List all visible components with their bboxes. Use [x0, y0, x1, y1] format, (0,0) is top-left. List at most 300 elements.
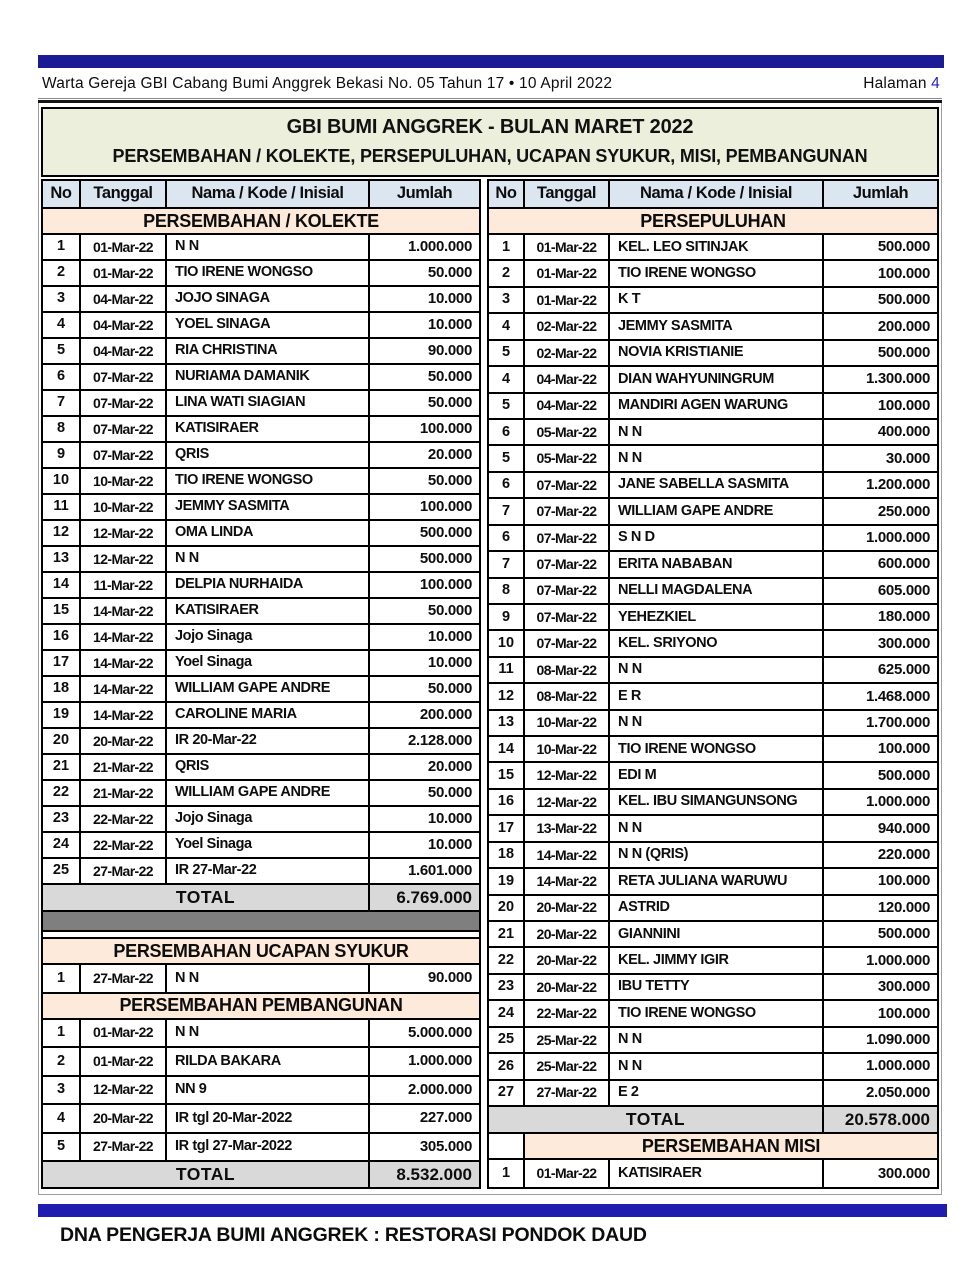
cell-tanggal: 07-Mar-22: [524, 551, 609, 577]
cell-tanggal: 14-Mar-22: [80, 650, 166, 676]
left-table-body: [42, 208, 480, 1188]
cell-tanggal: 20-Mar-22: [524, 947, 609, 973]
cell-jumlah: 20.000: [369, 754, 480, 780]
cell-no: 21: [42, 754, 80, 780]
cell-no: 6: [42, 364, 80, 390]
cell-no: 8: [42, 416, 80, 442]
cell-no: 16: [42, 624, 80, 650]
cell-no: 14: [42, 572, 80, 598]
bottom-blue-bar: [38, 1204, 947, 1217]
cell-no: 20: [488, 895, 524, 921]
table-row: [42, 572, 480, 598]
table-row: [488, 366, 938, 392]
cell-tanggal: 01-Mar-22: [524, 1159, 609, 1188]
cell-tanggal: 14-Mar-22: [80, 624, 166, 650]
table-row: [488, 921, 938, 947]
cell-nama: CAROLINE MARIA: [166, 702, 369, 728]
cell-jumlah: 1.300.000: [823, 366, 938, 392]
cell-nama: RILDA BAKARA: [166, 1047, 369, 1076]
table-row: [488, 868, 938, 894]
cell-jumlah: 1.200.000: [823, 472, 938, 498]
cell-tanggal: 07-Mar-22: [80, 390, 166, 416]
cell-no: 10: [42, 468, 80, 494]
cell-no: 18: [488, 842, 524, 868]
cell-nama: EDI M: [609, 762, 823, 788]
cell-jumlah: 1.090.000: [823, 1027, 938, 1053]
cell-no: 4: [42, 312, 80, 338]
cell-tanggal: 14-Mar-22: [524, 842, 609, 868]
cell-no: 15: [488, 762, 524, 788]
cell-no: 16: [488, 789, 524, 815]
column-header-jumlah: Jumlah: [823, 180, 938, 208]
cell-no: 24: [42, 832, 80, 858]
cell-jumlah: 500.000: [369, 546, 480, 572]
table-row: [488, 683, 938, 709]
cell-tanggal: 21-Mar-22: [80, 780, 166, 806]
page-header: [42, 75, 940, 93]
cell-nama: N N: [609, 419, 823, 445]
cell-no: 22: [42, 780, 80, 806]
cell-nama: TIO IRENE WONGSO: [609, 260, 823, 286]
cell-no: 3: [42, 286, 80, 312]
cell-tanggal: 22-Mar-22: [524, 1000, 609, 1026]
cell-jumlah: 1.000.000: [369, 1047, 480, 1076]
table-row: [488, 815, 938, 841]
cell-tanggal: 10-Mar-22: [80, 494, 166, 520]
cell-jumlah: 50.000: [369, 364, 480, 390]
column-header-row: [488, 180, 938, 208]
cell-no: 13: [488, 710, 524, 736]
separator-cell: [42, 911, 480, 931]
cell-nama: ASTRID: [609, 895, 823, 921]
cell-tanggal: 04-Mar-22: [80, 338, 166, 364]
cell-nama: Jojo Sinaga: [166, 806, 369, 832]
column-header-no: No: [488, 180, 524, 208]
cell-tanggal: 07-Mar-22: [524, 578, 609, 604]
cell-no: 1: [42, 234, 80, 260]
section-header-row: [42, 993, 480, 1019]
cell-tanggal: 25-Mar-22: [524, 1027, 609, 1053]
cell-no: 13: [42, 546, 80, 572]
table-row: [42, 468, 480, 494]
cell-tanggal: 05-Mar-22: [524, 419, 609, 445]
section-header-row: [42, 938, 480, 964]
column-header-nama: Nama / Kode / Inisial: [609, 180, 823, 208]
cell-jumlah: 10.000: [369, 832, 480, 858]
cell-tanggal: 07-Mar-22: [80, 442, 166, 468]
cell-no: 19: [488, 868, 524, 894]
table-row: [488, 736, 938, 762]
cell-nama: IR tgl 20-Mar-2022: [166, 1104, 369, 1133]
cell-no: 23: [488, 974, 524, 1000]
table-row: [488, 472, 938, 498]
separator-gap-row: [42, 931, 480, 938]
table-row: [42, 964, 480, 993]
table-row: [42, 858, 480, 884]
cell-no: 5: [42, 1133, 80, 1162]
cell-nama: N N: [609, 1053, 823, 1079]
cell-no: 5: [488, 393, 524, 419]
cell-no: 15: [42, 598, 80, 624]
cell-nama: RIA CHRISTINA: [166, 338, 369, 364]
cell-jumlah: 1.000.000: [823, 1053, 938, 1079]
cell-nama: LINA WATI SIAGIAN: [166, 390, 369, 416]
cell-nama: WILLIAM GAPE ANDRE: [609, 498, 823, 524]
separator-row: [42, 911, 480, 931]
cell-jumlah: 500.000: [823, 234, 938, 260]
table-row: [42, 676, 480, 702]
cell-jumlah: 250.000: [823, 498, 938, 524]
cell-tanggal: 07-Mar-22: [80, 364, 166, 390]
cell-nama: N N: [166, 234, 369, 260]
table-row: [42, 390, 480, 416]
page-number-label: Halaman: [863, 75, 927, 92]
right-table-body: [488, 208, 938, 1188]
cell-nama: ERITA NABABAN: [609, 551, 823, 577]
cell-nama: Yoel Sinaga: [166, 832, 369, 858]
offerings-table-right: [487, 179, 939, 1189]
cell-jumlah: 300.000: [823, 1159, 938, 1188]
table-row: [42, 286, 480, 312]
cell-nama: YEHEZKIEL: [609, 604, 823, 630]
cell-nama: KEL. JIMMY IGIR: [609, 947, 823, 973]
report-frame: [38, 103, 942, 1195]
cell-jumlah: 100.000: [823, 1000, 938, 1026]
offerings-table-left: [41, 179, 481, 1189]
column-header-no: No: [42, 180, 80, 208]
cell-jumlah: 1.000.000: [823, 789, 938, 815]
cell-nama: KEL. SRIYONO: [609, 630, 823, 656]
cell-no: 27: [488, 1080, 524, 1106]
table-row: [488, 313, 938, 339]
table-row: [42, 338, 480, 364]
section-header-label: PERSEMBAHAN MISI: [524, 1133, 938, 1159]
cell-no: 12: [488, 683, 524, 709]
table-row: [488, 604, 938, 630]
cell-no: 19: [42, 702, 80, 728]
section-header-row: [488, 1133, 938, 1159]
table-row: [42, 598, 480, 624]
cell-jumlah: 5.000.000: [369, 1019, 480, 1048]
cell-tanggal: 20-Mar-22: [80, 1104, 166, 1133]
cell-jumlah: 100.000: [369, 572, 480, 598]
table-row: [42, 1104, 480, 1133]
cell-tanggal: 08-Mar-22: [524, 683, 609, 709]
cell-jumlah: 120.000: [823, 895, 938, 921]
cell-nama: N N: [166, 964, 369, 993]
cell-tanggal: 07-Mar-22: [524, 604, 609, 630]
cell-tanggal: 20-Mar-22: [524, 895, 609, 921]
cell-nama: MANDIRI AGEN WARUNG: [609, 393, 823, 419]
table-row: [488, 445, 938, 471]
cell-nama: KEL. IBU SIMANGUNSONG: [609, 789, 823, 815]
table-row: [488, 762, 938, 788]
cell-tanggal: 25-Mar-22: [524, 1053, 609, 1079]
cell-nama: E R: [609, 683, 823, 709]
table-row: [42, 312, 480, 338]
cell-jumlah: 500.000: [369, 520, 480, 546]
cell-nama: QRIS: [166, 442, 369, 468]
cell-no: 2: [42, 1047, 80, 1076]
cell-nama: N N: [166, 1019, 369, 1048]
cell-tanggal: 04-Mar-22: [80, 312, 166, 338]
cell-tanggal: 10-Mar-22: [524, 736, 609, 762]
top-navy-bar: [38, 55, 944, 68]
table-row: [488, 657, 938, 683]
cell-nama: IR tgl 27-Mar-2022: [166, 1133, 369, 1162]
cell-nama: K T: [609, 287, 823, 313]
cell-jumlah: 305.000: [369, 1133, 480, 1162]
table-row: [42, 442, 480, 468]
page-number: [863, 75, 940, 93]
total-label: TOTAL: [488, 1106, 823, 1133]
cell-jumlah: 100.000: [823, 868, 938, 894]
cell-nama: Jojo Sinaga: [166, 624, 369, 650]
cell-jumlah: 50.000: [369, 390, 480, 416]
table-row: [488, 789, 938, 815]
cell-jumlah: 20.000: [369, 442, 480, 468]
cell-tanggal: 27-Mar-22: [80, 1133, 166, 1162]
table-row: [488, 842, 938, 868]
cell-jumlah: 500.000: [823, 287, 938, 313]
section-header-row: [42, 208, 480, 234]
cell-no: 22: [488, 947, 524, 973]
table-row: [488, 1027, 938, 1053]
total-value: 8.532.000: [369, 1161, 480, 1188]
table-row: [488, 1053, 938, 1079]
cell-no: 7: [488, 498, 524, 524]
cell-tanggal: 12-Mar-22: [524, 762, 609, 788]
cell-tanggal: 07-Mar-22: [524, 498, 609, 524]
table-row: [42, 1019, 480, 1048]
total-value: 20.578.000: [823, 1106, 938, 1133]
cell-tanggal: 14-Mar-22: [524, 868, 609, 894]
cell-no: 25: [42, 858, 80, 884]
separator-gap-cell: [42, 931, 480, 938]
column-header-tanggal: Tanggal: [80, 180, 166, 208]
cell-no: 5: [42, 338, 80, 364]
cell-jumlah: 500.000: [823, 340, 938, 366]
cell-no: 2: [488, 260, 524, 286]
cell-tanggal: 10-Mar-22: [80, 468, 166, 494]
cell-no: 10: [488, 630, 524, 656]
cell-nama: N N: [166, 546, 369, 572]
cell-nama: GIANNINI: [609, 921, 823, 947]
cell-nama: QRIS: [166, 754, 369, 780]
cell-tanggal: 20-Mar-22: [524, 974, 609, 1000]
table-row: [42, 806, 480, 832]
table-row: [488, 393, 938, 419]
cell-jumlah: 2.000.000: [369, 1076, 480, 1105]
table-row: [488, 1080, 938, 1106]
cell-jumlah: 30.000: [823, 445, 938, 471]
cell-jumlah: 500.000: [823, 762, 938, 788]
cell-tanggal: 02-Mar-22: [524, 340, 609, 366]
cell-nama: RETA JULIANA WARUWU: [609, 868, 823, 894]
table-row: [42, 650, 480, 676]
cell-jumlah: 100.000: [823, 736, 938, 762]
cell-tanggal: 22-Mar-22: [80, 832, 166, 858]
cell-nama: DELPIA NURHAIDA: [166, 572, 369, 598]
cell-tanggal: 12-Mar-22: [80, 546, 166, 572]
cell-nama: KATISIRAER: [166, 598, 369, 624]
section-header-row: [488, 208, 938, 234]
cell-nama: N N: [609, 1027, 823, 1053]
cell-tanggal: 14-Mar-22: [80, 598, 166, 624]
table-row: [42, 364, 480, 390]
table-row: [42, 1076, 480, 1105]
cell-nama: OMA LINDA: [166, 520, 369, 546]
header-rule-thin: [38, 98, 942, 99]
cell-jumlah: 600.000: [823, 551, 938, 577]
page-number-value: 4: [931, 75, 940, 92]
table-row: [488, 710, 938, 736]
table-row: [42, 624, 480, 650]
cell-jumlah: 1.700.000: [823, 710, 938, 736]
cell-no: 4: [488, 313, 524, 339]
cell-nama: S N D: [609, 525, 823, 551]
report-title: GBI BUMI ANGGREK - BULAN MARET 2022: [286, 116, 694, 138]
cell-tanggal: 07-Mar-22: [524, 630, 609, 656]
table-row: [42, 702, 480, 728]
cell-no: 6: [488, 525, 524, 551]
cell-no: 11: [42, 494, 80, 520]
cell-no: 7: [488, 551, 524, 577]
table-row: [488, 419, 938, 445]
cell-jumlah: 1.000.000: [369, 234, 480, 260]
table-row: [488, 287, 938, 313]
cell-tanggal: 12-Mar-22: [80, 520, 166, 546]
column-header-tanggal: Tanggal: [524, 180, 609, 208]
table-row: [42, 520, 480, 546]
table-row: [488, 498, 938, 524]
cell-jumlah: 1.601.000: [369, 858, 480, 884]
cell-tanggal: 07-Mar-22: [524, 472, 609, 498]
cell-jumlah: 1.000.000: [823, 525, 938, 551]
cell-no: 14: [488, 736, 524, 762]
cell-nama: IBU TETTY: [609, 974, 823, 1000]
cell-no: 5: [488, 445, 524, 471]
cell-tanggal: 27-Mar-22: [524, 1080, 609, 1106]
cell-tanggal: 20-Mar-22: [80, 728, 166, 754]
table-row: [488, 630, 938, 656]
cell-jumlah: 100.000: [823, 393, 938, 419]
cell-nama: IR 27-Mar-22: [166, 858, 369, 884]
cell-no: 1: [488, 1159, 524, 1188]
cell-tanggal: 01-Mar-22: [524, 234, 609, 260]
cell-tanggal: 20-Mar-22: [524, 921, 609, 947]
cell-tanggal: 05-Mar-22: [524, 445, 609, 471]
cell-no: 17: [488, 815, 524, 841]
total-row: [42, 1161, 480, 1188]
cell-jumlah: 50.000: [369, 468, 480, 494]
table-row: [488, 525, 938, 551]
cell-tanggal: 10-Mar-22: [524, 710, 609, 736]
total-value: 6.769.000: [369, 884, 480, 911]
cell-nama: N N: [609, 815, 823, 841]
cell-tanggal: 01-Mar-22: [80, 260, 166, 286]
cell-jumlah: 1.000.000: [823, 947, 938, 973]
cell-tanggal: 22-Mar-22: [80, 806, 166, 832]
cell-tanggal: 01-Mar-22: [524, 260, 609, 286]
cell-no: 1: [488, 234, 524, 260]
column-header-row: [42, 180, 480, 208]
cell-nama: JEMMY SASMITA: [166, 494, 369, 520]
cell-jumlah: 50.000: [369, 260, 480, 286]
cell-tanggal: 12-Mar-22: [80, 1076, 166, 1105]
cell-no: 6: [488, 419, 524, 445]
column-header-jumlah: Jumlah: [369, 180, 480, 208]
cell-no: 21: [488, 921, 524, 947]
cell-jumlah: 90.000: [369, 338, 480, 364]
cell-jumlah: 100.000: [369, 416, 480, 442]
cell-no: 18: [42, 676, 80, 702]
report-subtitle: PERSEMBAHAN / KOLEKTE, PERSEPULUHAN, UCAPAN SYUKUR, MISI, PEMBANGUNAN: [112, 146, 868, 166]
cell-nama: JANE SABELLA SASMITA: [609, 472, 823, 498]
cell-nama: TIO IRENE WONGSO: [609, 736, 823, 762]
cell-tanggal: 07-Mar-22: [80, 416, 166, 442]
cell-jumlah: 100.000: [823, 260, 938, 286]
cell-nama: NN 9: [166, 1076, 369, 1105]
table-row: [488, 947, 938, 973]
cell-tanggal: 07-Mar-22: [524, 525, 609, 551]
cell-tanggal: 01-Mar-22: [80, 1019, 166, 1048]
table-row: [42, 1047, 480, 1076]
cell-nama: YOEL SINAGA: [166, 312, 369, 338]
table-row: [42, 832, 480, 858]
section-header-label: PERSEMBAHAN / KOLEKTE: [42, 208, 480, 234]
column-header-nama: Nama / Kode / Inisial: [166, 180, 369, 208]
table-row: [488, 551, 938, 577]
cell-nama: NURIAMA DAMANIK: [166, 364, 369, 390]
cell-jumlah: 100.000: [369, 494, 480, 520]
cell-nama: JEMMY SASMITA: [609, 313, 823, 339]
cell-nama: WILLIAM GAPE ANDRE: [166, 676, 369, 702]
cell-nama: NELLI MAGDALENA: [609, 578, 823, 604]
cell-jumlah: 10.000: [369, 806, 480, 832]
table-row: [42, 1133, 480, 1162]
total-row: [42, 884, 480, 911]
section-header-empty-cell: [488, 1133, 524, 1159]
cell-jumlah: 10.000: [369, 650, 480, 676]
cell-no: 7: [42, 390, 80, 416]
cell-nama: KATISIRAER: [166, 416, 369, 442]
table-row: [488, 578, 938, 604]
cell-no: 17: [42, 650, 80, 676]
cell-jumlah: 300.000: [823, 974, 938, 1000]
table-row: [42, 546, 480, 572]
cell-tanggal: 01-Mar-22: [80, 1047, 166, 1076]
cell-no: 26: [488, 1053, 524, 1079]
cell-no: 9: [488, 604, 524, 630]
footer-text: DNA PENGERJA BUMI ANGGREK : RESTORASI PONDOK DAUD: [60, 1224, 647, 1246]
cell-jumlah: 2.050.000: [823, 1080, 938, 1106]
cell-jumlah: 180.000: [823, 604, 938, 630]
table-row: [42, 494, 480, 520]
cell-tanggal: 02-Mar-22: [524, 313, 609, 339]
cell-nama: TIO IRENE WONGSO: [166, 468, 369, 494]
cell-nama: N N: [609, 445, 823, 471]
table-row: [42, 754, 480, 780]
cell-tanggal: 13-Mar-22: [524, 815, 609, 841]
cell-jumlah: 625.000: [823, 657, 938, 683]
cell-jumlah: 50.000: [369, 676, 480, 702]
cell-nama: Yoel Sinaga: [166, 650, 369, 676]
cell-jumlah: 200.000: [823, 313, 938, 339]
cell-nama: WILLIAM GAPE ANDRE: [166, 780, 369, 806]
cell-tanggal: 01-Mar-22: [80, 234, 166, 260]
cell-tanggal: 14-Mar-22: [80, 702, 166, 728]
